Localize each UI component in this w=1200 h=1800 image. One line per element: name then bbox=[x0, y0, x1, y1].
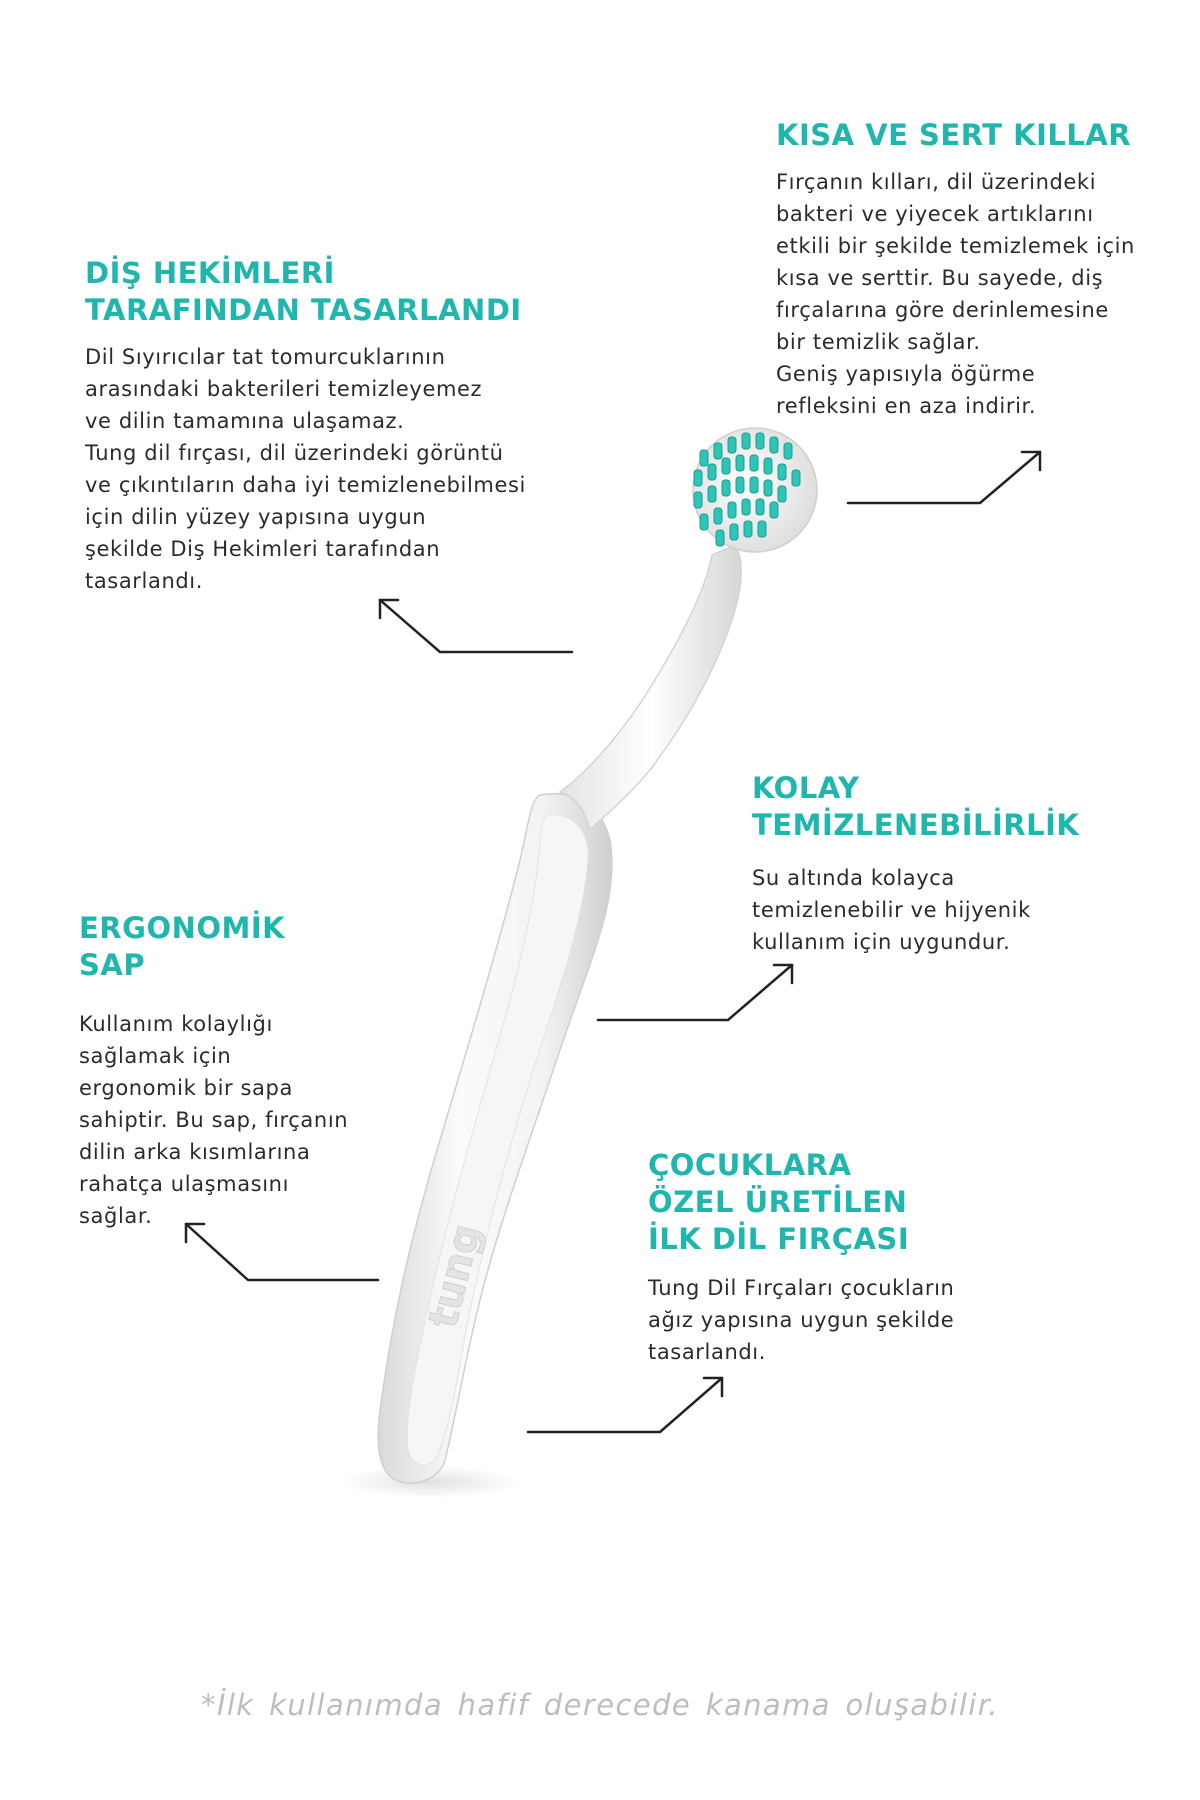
text-line: temizlenebilir ve hijyenik bbox=[752, 898, 1031, 922]
text-line: Geniş yapısıyla öğürme bbox=[776, 362, 1036, 386]
feature-dentist-designed bbox=[85, 255, 526, 597]
text-line: Su altında kolayca bbox=[752, 866, 955, 890]
text-line: etkili bir şekilde temizlemek için bbox=[776, 234, 1135, 258]
text-line: kısa ve serttir. Bu sayede, diş bbox=[776, 266, 1104, 290]
feature-dentist-designed-title bbox=[85, 255, 526, 329]
text-line: Kullanım kolaylığı bbox=[79, 1012, 273, 1036]
feature-dentist-designed-text bbox=[85, 341, 526, 597]
feature-kids-first bbox=[648, 1147, 954, 1368]
text-line: arasındaki bakterileri temizleyemez bbox=[85, 377, 483, 401]
title-line: KOLAY bbox=[752, 771, 860, 805]
feature-ergonomic-handle-title bbox=[79, 910, 348, 984]
text-line: için dilin yüzey yapısına uygun bbox=[85, 505, 427, 529]
text-line: bakteri ve yiyecek artıklarını bbox=[776, 202, 1094, 226]
feature-ergonomic-handle bbox=[79, 910, 348, 1232]
title-line: TARAFINDAN TASARLANDI bbox=[85, 293, 522, 327]
brush-neck bbox=[560, 545, 741, 830]
arrow-short-bristles bbox=[848, 452, 1040, 503]
feature-kids-first-text bbox=[648, 1272, 954, 1368]
title-line: ÖZEL ÜRETİLEN bbox=[648, 1185, 908, 1219]
title-line: DİŞ HEKİMLERİ bbox=[85, 256, 335, 290]
handle-groove bbox=[407, 815, 588, 1465]
title-line: KISA VE SERT KILLAR bbox=[776, 118, 1132, 152]
arrow-dentist-designed bbox=[380, 600, 572, 652]
feature-short-bristles bbox=[776, 117, 1135, 422]
text-line: Fırçanın kılları, dil üzerindeki bbox=[776, 170, 1097, 194]
text-line: tasarlandı. bbox=[648, 1340, 766, 1364]
text-line: tasarlandı. bbox=[85, 569, 203, 593]
text-line: ve çıkıntıların daha iyi temizlenebilmesi bbox=[85, 473, 526, 497]
text-line: rahatça ulaşmasını bbox=[79, 1172, 290, 1196]
feature-easy-cleaning-title bbox=[752, 770, 1079, 844]
handle-logo: tung bbox=[420, 1219, 491, 1333]
text-line: sağlamak için bbox=[79, 1044, 232, 1068]
arrow-kids-first bbox=[528, 1378, 722, 1432]
text-line: şekilde Diş Hekimleri tarafından bbox=[85, 537, 441, 561]
text-line: kullanım için uygundur. bbox=[752, 930, 1011, 954]
arrow-easy-cleaning bbox=[598, 965, 792, 1020]
text-line: ergonomik bir sapa bbox=[79, 1076, 293, 1100]
title-line: İLK DİL FIRÇASI bbox=[648, 1222, 910, 1256]
text-line: Dil Sıyırıcılar tat tomurcuklarının bbox=[85, 345, 446, 369]
text-line: ve dilin tamamına ulaşamaz. bbox=[85, 409, 405, 433]
text-line: dilin arka kısımlarına bbox=[79, 1140, 311, 1164]
feature-short-bristles-text bbox=[776, 166, 1135, 422]
feature-easy-cleaning-text bbox=[752, 862, 1079, 958]
text-line: refleksini en aza indirir. bbox=[776, 394, 1037, 418]
feature-short-bristles-title bbox=[776, 117, 1135, 154]
title-line: ERGONOMİK bbox=[79, 911, 286, 945]
feature-ergonomic-handle-text bbox=[79, 1008, 348, 1232]
feature-easy-cleaning bbox=[752, 770, 1079, 958]
text-line: Tung Dil Fırçaları çocukların bbox=[648, 1276, 955, 1300]
text-line: sağlar. bbox=[79, 1204, 153, 1228]
footnote: *İlk kullanımda hafif derecede kanama oluşabilir. bbox=[200, 1688, 1000, 1722]
text-line: sahiptir. Bu sap, fırçanın bbox=[79, 1108, 349, 1132]
title-line: SAP bbox=[79, 948, 146, 982]
text-line: ağız yapısına uygun şekilde bbox=[648, 1308, 955, 1332]
feature-kids-first-title bbox=[648, 1147, 954, 1258]
text-line: bir temizlik sağlar. bbox=[776, 330, 981, 354]
arrow-ergonomic-handle bbox=[186, 1224, 378, 1280]
title-line: ÇOCUKLARA bbox=[648, 1148, 852, 1182]
title-line: TEMİZLENEBİLİRLİK bbox=[752, 808, 1080, 842]
text-line: Tung dil fırçası, dil üzerindeki görüntü bbox=[85, 441, 504, 465]
text-line: fırçalarına göre derinlemesine bbox=[776, 298, 1109, 322]
